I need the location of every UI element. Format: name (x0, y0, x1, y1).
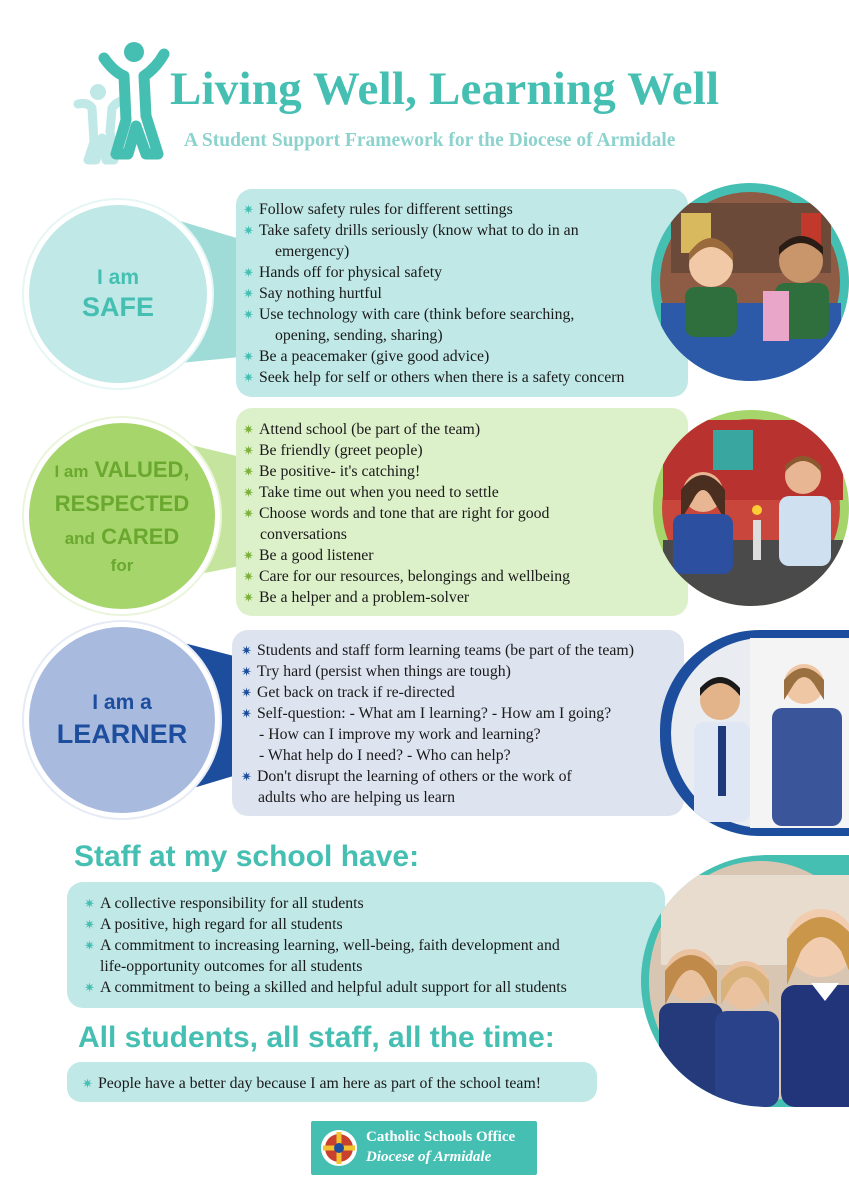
list-item: ✷ Be positive- it's catching! (243, 463, 421, 480)
safe-circle (24, 200, 212, 388)
circle-label: LEARNER (56, 719, 188, 749)
list-item: ✷ Care for our resources, belongings and wellbeing (243, 568, 571, 585)
learner-list (241, 640, 634, 808)
list-item: - What help do I need? - Who can help? (259, 747, 511, 764)
list-item: adults who are helping us learn (258, 789, 455, 806)
list-item: ✷ Follow safety rules for different settings (243, 201, 513, 218)
list-item: ✷ Self-question: - What am I learning? - How am I going? (241, 705, 612, 722)
all-heading: All students, all staff, all the time: (78, 1021, 555, 1054)
page-subtitle: A Student Support Framework for the Diocese of Armidale (184, 130, 676, 151)
staff-heading: Staff at my school have: (74, 840, 420, 873)
list-item: ✷ Be a peacemaker (give good advice) (243, 348, 490, 365)
list-item: ✷ Seek help for self or others when there is a safety concern (243, 369, 625, 386)
list-item: ✷ Be friendly (greet people) (243, 442, 423, 459)
all-list (82, 1073, 541, 1094)
circle-label: I am VALUED, (54, 457, 190, 482)
circle-label: and CARED (64, 524, 180, 549)
list-item: ✷ Hands off for physical safety (243, 264, 443, 281)
list-item: ✷ Say nothing hurtful (243, 285, 382, 302)
list-item: ✷ Be a good listener (243, 547, 374, 564)
valued-photo (653, 410, 849, 606)
catholic-schools-office-logo (311, 1121, 537, 1175)
footer-line2: Diocese of Armidale (366, 1149, 492, 1165)
diocese-crest-icon (319, 1128, 359, 1168)
circle-label: I am a (92, 691, 152, 714)
circle-label: RESPECTED (54, 491, 190, 516)
page-title: Living Well, Learning Well (170, 63, 720, 115)
list-item: ✷ People have a better day because I am here as part of the school team! (82, 1075, 541, 1092)
circle-label: for (110, 556, 134, 575)
list-item: ✷ Use technology with care (think before searching, (243, 306, 575, 323)
list-item: ✷ Take time out when you need to settle (243, 484, 499, 501)
safe-photo (651, 183, 849, 381)
circle-label: SAFE (81, 292, 154, 322)
list-item: ✷ A positive, high regard for all students (84, 916, 343, 933)
list-item: ✷ A commitment to being a skilled and helpful adult support for all students (84, 979, 567, 996)
list-item: ✷ Be a helper and a problem-solver (243, 589, 470, 606)
list-item: ✷ A commitment to increasing learning, well-being, faith development and (84, 937, 560, 954)
list-item: emergency) (275, 243, 350, 260)
students-photo (641, 855, 849, 1107)
list-item: ✷ A collective responsibility for all students (84, 895, 364, 912)
list-item: opening, sending, sharing) (275, 327, 443, 344)
learner-circle (24, 622, 220, 818)
list-item: - How can I improve my work and learning? (259, 726, 541, 743)
list-item: ✷ Don't disrupt the learning of others or the work of (241, 768, 572, 785)
valued-circle (24, 418, 220, 614)
list-item: conversations (260, 526, 347, 543)
circle-label: I am (96, 266, 140, 289)
safe-list (243, 199, 624, 388)
list-item: ✷ Try hard (persist when things are tough) (241, 663, 511, 680)
staff-list (84, 893, 567, 998)
list-item: ✷ Students and staff form learning teams (be part of the team) (241, 642, 634, 659)
valued-list (243, 419, 570, 608)
learner-photo (660, 630, 849, 836)
people-figures-icon (72, 42, 172, 167)
footer-line1: Catholic Schools Office (366, 1129, 516, 1145)
list-item: life-opportunity outcomes for all students (100, 958, 363, 975)
list-item: ✷ Attend school (be part of the team) (243, 421, 481, 438)
list-item: ✷ Get back on track if re-directed (241, 684, 455, 701)
list-item: ✷ Choose words and tone that are right for good (243, 505, 550, 522)
list-item: ✷ Take safety drills seriously (know what to do in an (243, 222, 579, 239)
